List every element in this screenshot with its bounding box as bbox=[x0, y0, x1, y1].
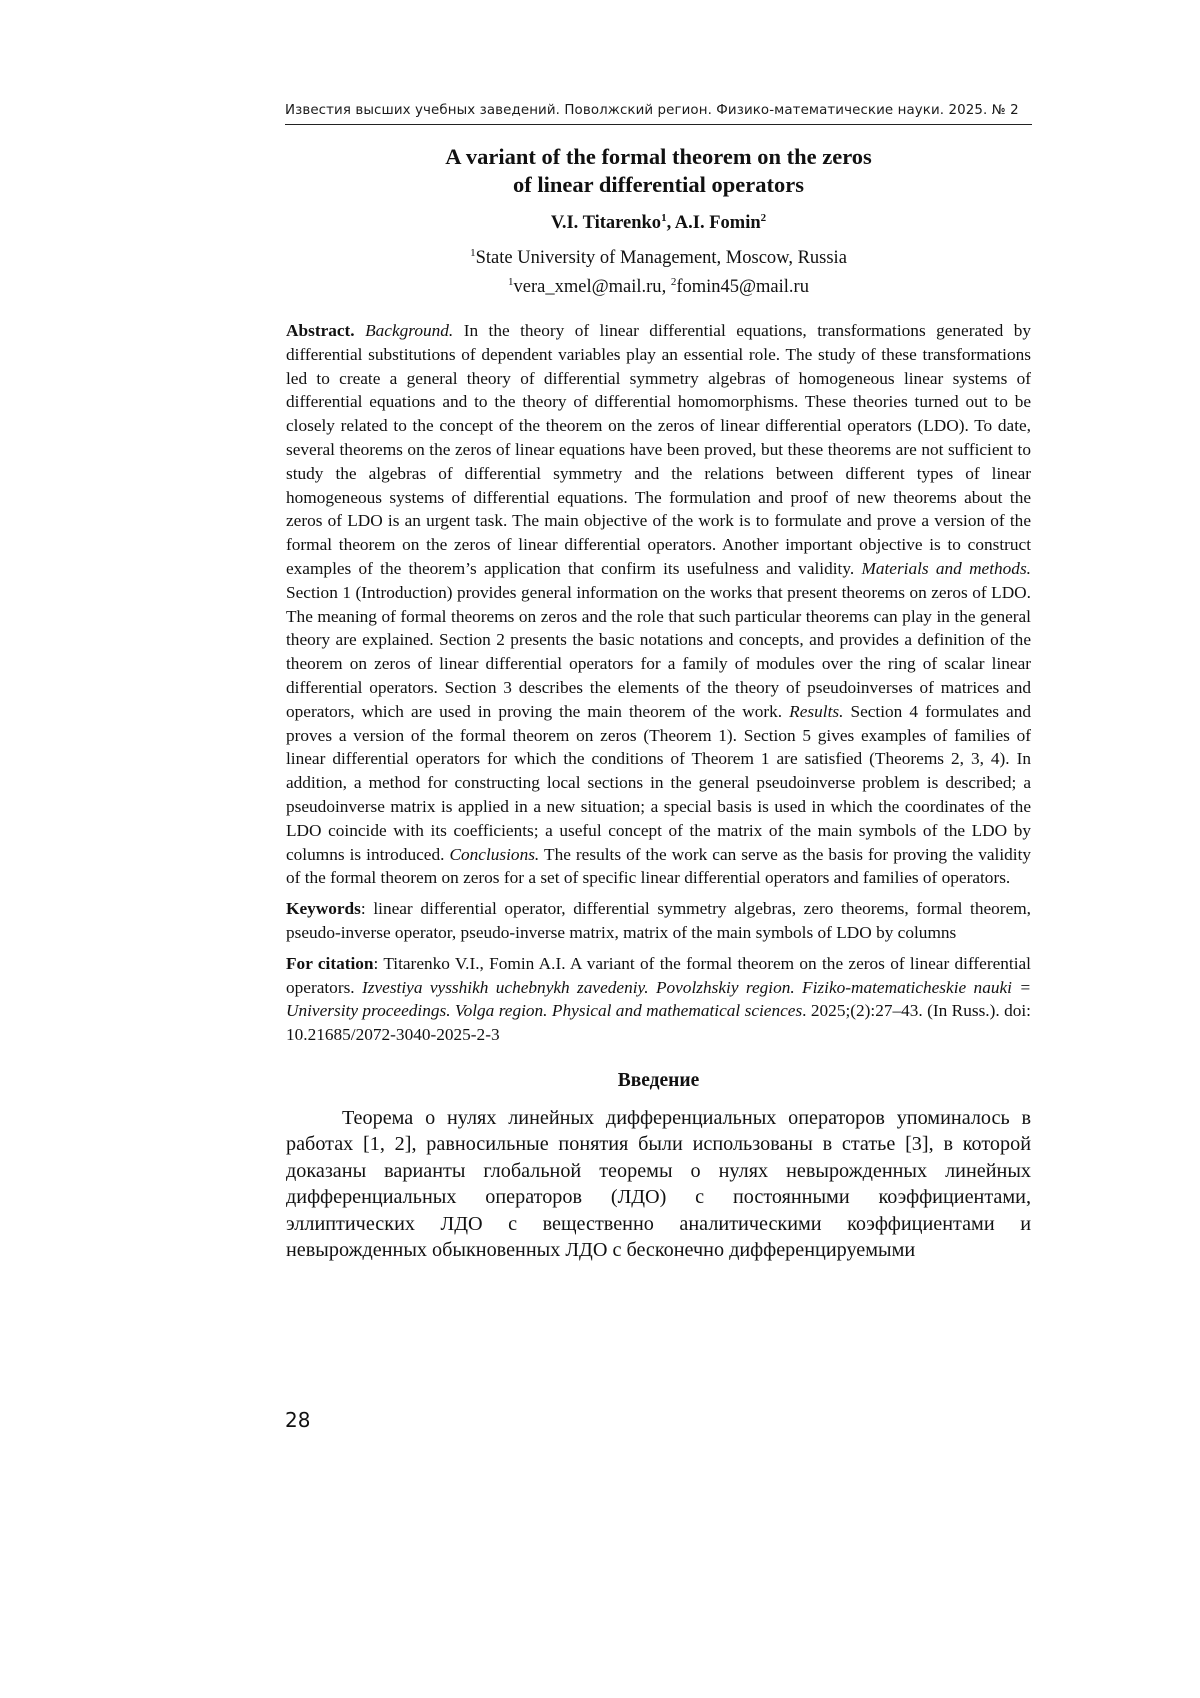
abstract-background-text: In the theory of linear differential equations, transformations generated by differential substitutions of dependent variables play an essential role. The study of these transformations led to create a general theory of differential symmetry algebras of homogeneous linear systems of differential equations and to the theory of differential homomorphisms. These theories turned out to be closely related to the concept of the theorem on the zeros of linear differential operators (LDO). To date, several theorems on the zeros of linear equations have been proved, but these theorems are not sufficient to study the algebras of differential symmetry and the relations between different types of linear homogeneous systems of differential equations. The formulation and proof of new theorems about the zeros of LDO is an urgent task. The main objective of the work is to formulate and prove a version of the formal theorem on the zeros of linear differential operators. Another important objective is to construct examples of the theorem’s application that confirm its usefulness and validity. bbox=[286, 321, 1031, 578]
author-2: A.I. Fomin bbox=[674, 213, 761, 233]
author-separator: , bbox=[666, 213, 675, 233]
author-1-affil-mark: 1 bbox=[661, 212, 667, 224]
section-heading: Введение bbox=[617, 1069, 700, 1091]
abstract-results-label: Results. bbox=[789, 701, 844, 721]
citation-text-after: . 2025;(2):27–43. (In Russ.). doi: 10.21685/2072-3040-2025-2-3 bbox=[286, 1001, 1031, 1045]
abstract-background-label: Background. bbox=[365, 321, 454, 340]
intro-paragraph: Теорема о нулях линейных дифференциальных операторов упоминалось в работах [1, 2], равносильные понятия были использованы в статье [3], в которой доказаны варианты глобальной теоремы о нулях невырожденных линейных дифференциальных операторов (ЛДО) с постоянными коэффициентами, эллиптических ЛДО с вещественно аналитическими коэффициентами и невырожденных обыкновенных ЛДО с бесконечно дифференцируемыми bbox=[286, 1106, 1031, 1262]
abstract-conclusions-text: The results of the work can serve as the basis for proving the validity of the formal theorem on zeros for a set of specific linear differential operators and families of operators. bbox=[286, 844, 1032, 888]
page-number: 28 bbox=[285, 1408, 311, 1432]
email-1[interactable]: vera_xmel@mail.ru bbox=[513, 277, 662, 297]
email-separator: , bbox=[661, 277, 671, 297]
title-line-2: of linear differential operators bbox=[513, 172, 804, 197]
email-2-mark: 2 bbox=[670, 276, 677, 288]
article-title bbox=[286, 143, 1031, 199]
citation bbox=[286, 952, 1031, 1047]
author-emails bbox=[286, 275, 1031, 299]
citation-label: For citation bbox=[286, 953, 374, 973]
citation-journal: Izvestiya vysshikh uchebnykh zavedeniy. Povolzhskiy region. Fiziko-matematicheskie nauki = University proceedings. Volga region. Physical and mathematical sciences bbox=[286, 977, 1031, 1021]
affiliation-mark: 1 bbox=[470, 247, 476, 259]
abstract-conclusions-label: Conclusions. bbox=[449, 844, 540, 864]
author-list bbox=[286, 212, 1031, 234]
email-2[interactable]: fomin45@mail.ru bbox=[676, 277, 809, 297]
author-1: V.I. Titarenko bbox=[550, 213, 662, 233]
abstract-results-text: Section 4 formulates and proves a version of the formal theorem on zeros (Theorem 1). Section 5 gives examples of families of linear differential operators for which the conditions of Theorem 1 are satisfied (Theorems 2, 3, 4). In addition, a method for constructing local sections in the general pseudoinverse problem is described; a pseudoinverse matrix is applied in a new situation; a special basis is used in which the coordinates of the LDO coincide with its coefficients; a useful concept of the matrix of the main symbols of the LDO by columns is introduced. bbox=[286, 701, 1031, 864]
running-head: Известия высших учебных заведений. Поволжский регион. Физико-математические науки. 2025. № 2 bbox=[285, 103, 1019, 118]
abstract-label: Abstract. bbox=[286, 321, 355, 340]
header-rule bbox=[285, 124, 1032, 125]
keywords-text: : linear differential operator, differential symmetry algebras, zero theorems, formal theorem, pseudo-inverse operator, pseudo-inverse matrix, matrix of the main symbols of LDO by columns bbox=[286, 899, 1031, 942]
affiliation bbox=[286, 246, 1031, 270]
keywords-label: Keywords bbox=[286, 899, 361, 919]
title-line-1: A variant of the formal theorem on the zeros bbox=[445, 144, 872, 169]
abstract-methods-label: Materials and methods. bbox=[861, 558, 1031, 578]
article-content bbox=[286, 143, 1031, 1284]
affiliation-text: State University of Management, Moscow, Russia bbox=[475, 248, 847, 268]
keywords bbox=[286, 897, 1031, 945]
citation-text-before: : Titarenko V.I., Fomin A.I. A variant of the formal theorem on the zeros of linear differential operators. bbox=[286, 953, 1031, 997]
author-2-affil-mark: 2 bbox=[760, 212, 767, 224]
abstract bbox=[286, 319, 1031, 890]
abstract-methods-text: Section 1 (Introduction) provides general information on the works that present theorems on zeros of LDO. The meaning of formal theorems on zeros and the role that such particular theorems can play in the general theory are explained. Section 2 presents the basic notations and concepts, and provides a definition of the theorem on zeros of linear differential operators for a family of modules over the ring of scalar linear differential operators. Section 3 describes the elements of the theory of pseudoinverses of matrices and operators, which are used in proving the main theorem of the work. bbox=[286, 582, 1031, 721]
email-1-mark: 1 bbox=[508, 276, 514, 288]
